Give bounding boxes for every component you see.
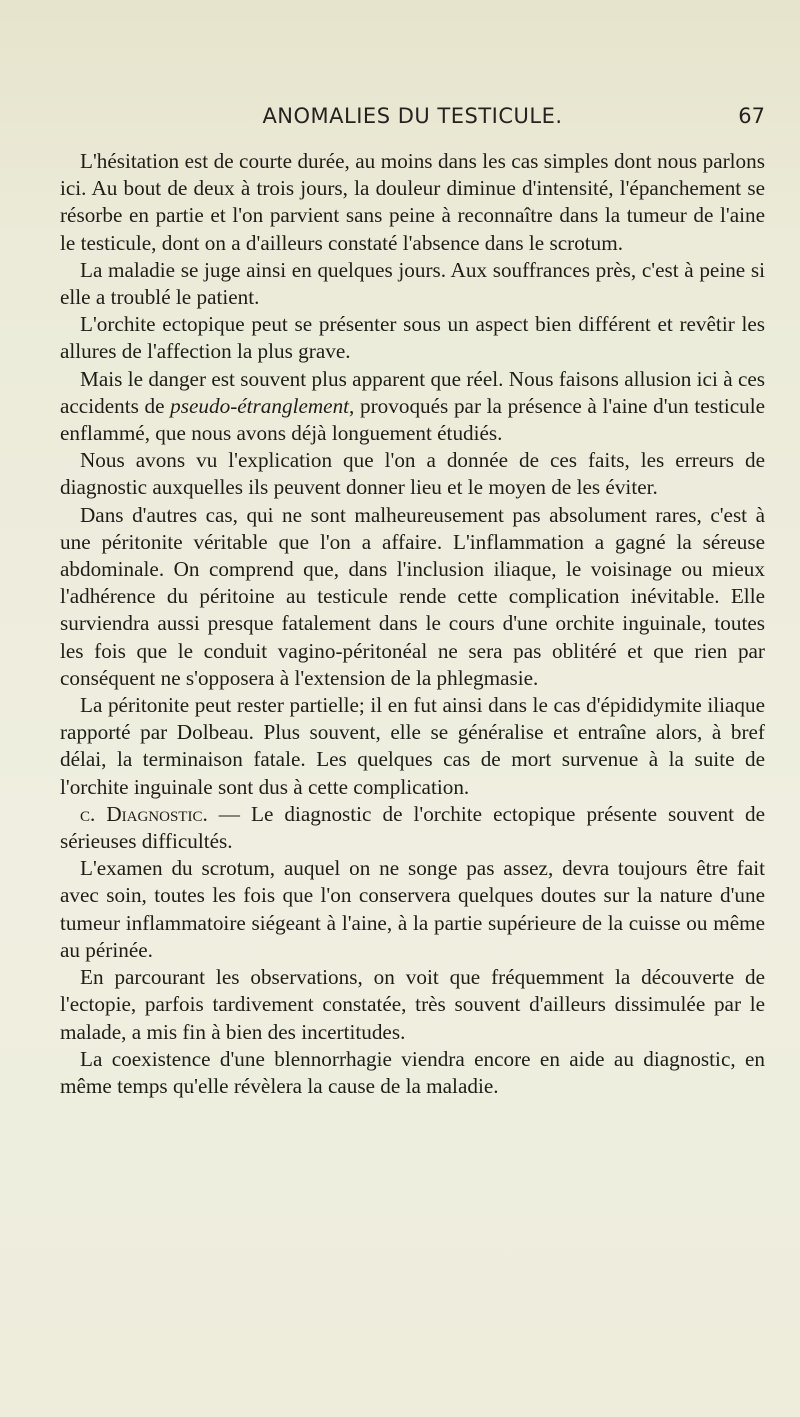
paragraph: La coexistence d'une blennorrhagie viendra encore en aide au diagnostic, en même temps qu'elle révèlera la cause de la maladie. (60, 1046, 765, 1098)
paragraph: Dans d'autres cas, qui ne sont malheureusement pas absolument rares, c'est à une péritonite véritable que l'on a affaire. L'inflammation a gagné la séreuse abdominale. On comprend que, dans l'inclusion iliaque, le voisinage ou mieux l'adhérence du péritoine au testicule rende cette complication inévitable. Elle surviendra aussi presque fatalement dans le cours d'une orchite inguinale, toutes les fois que le conduit vagino-péritonéal ne sera pas oblitéré et que rien par conséquent ne s'opposera à l'extension de la phlegmasie. (60, 502, 765, 690)
paragraph: Nous avons vu l'explication que l'on a donnée de ces faits, les erreurs de diagnostic auxquelles ils peuvent donner lieu et le moyen de les éviter. (60, 448, 765, 500)
paragraph: En parcourant les observations, on voit que fréquemment la découverte de l'ectopie, parfois tardivement constatée, très souvent d'ailleurs dissimulée par le malade, a mis fin à bien des incertitudes. (60, 965, 765, 1044)
paragraph: L'hésitation est de courte durée, au moins dans les cas simples dont nous parlons ici. Au bout de deux à trois jours, la douleur diminue d'intensité, l'épanchement se résorbe en partie et l'on parvient sans peine à reconnaître dans la tumeur de l'aine le testicule, dont on a d'ailleurs constaté l'absence dans le scrotum. (60, 149, 765, 255)
section-label: c. Diagnostic. (80, 801, 208, 826)
page-header (60, 104, 765, 140)
paragraph: La maladie se juge ainsi en quelques jours. Aux souffrances près, c'est à peine si elle a troublé le patient. (60, 257, 765, 310)
running-title: ANOMALIES DU TESTICULE. (262, 104, 563, 128)
paragraph: L'orchite ectopique peut se présenter sous un aspect bien différent et revêtir les allures de l'affection la plus grave. (60, 312, 765, 364)
text-run: , provoqués par la présence à l'aine d'un testicule enflammé, que nous avons déjà longuement étudiés. (60, 393, 766, 446)
italic-term: pseudo-étranglement (170, 393, 350, 418)
body-text (60, 148, 765, 1100)
page-number: 67 (738, 104, 765, 128)
text-run: Mais le danger est souvent plus apparent que réel. Nous faisons allusion ici à ces accidents de (60, 366, 765, 418)
paragraph (60, 801, 765, 855)
text-run: — Le diagnostic de l'orchite ectopique présente souvent de sérieuses difficultés. (60, 801, 765, 854)
paragraph: L'examen du scrotum, auquel on ne songe pas assez, devra toujours être fait avec soin, toutes les fois que l'on conservera quelques doutes sur la nature d'une tumeur inflammatoire siégeant à l'aine, à la partie supérieure de la cuisse ou même au périnée. (60, 856, 765, 962)
paragraph (60, 366, 765, 448)
paragraph: La péritonite peut rester partielle; il en fut ainsi dans le cas d'épididymite iliaque rapporté par Dolbeau. Plus souvent, elle se généralise et entraîne alors, à bref délai, la terminaison fatale. Les quelques cas de mort survenue à la suite de l'orchite inguinale sont dus à cette complication. (60, 693, 765, 799)
